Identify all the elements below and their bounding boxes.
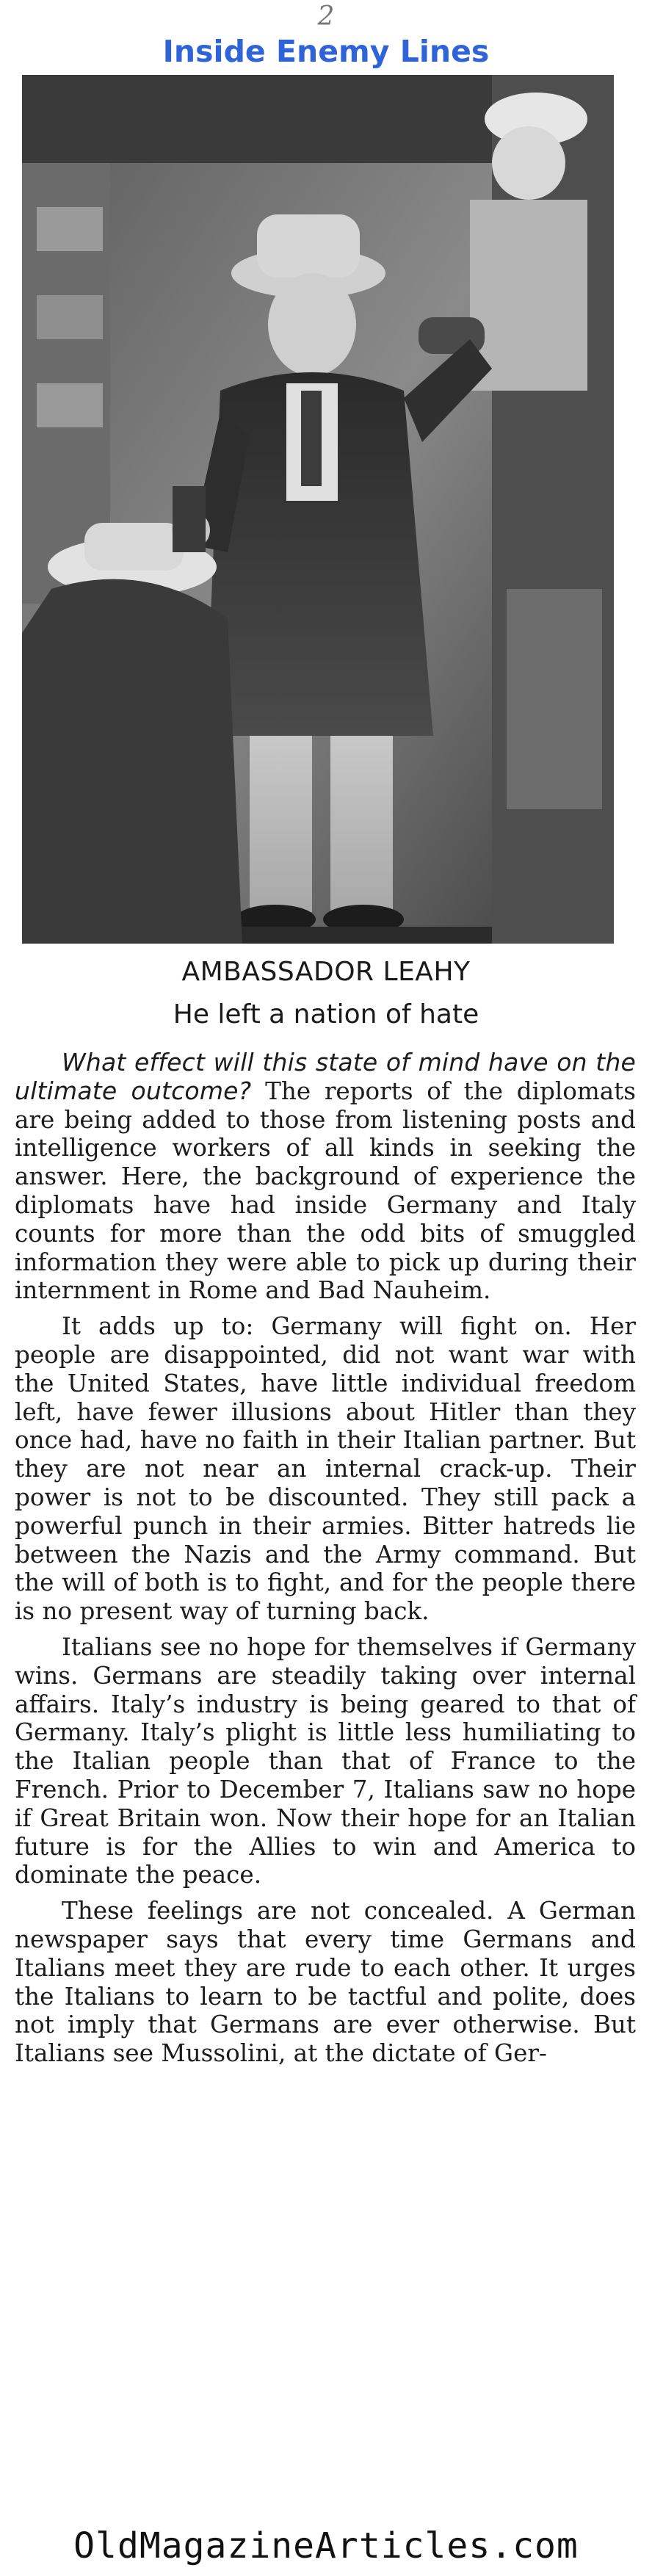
page-number: 2	[317, 1, 335, 32]
photo-icon	[22, 75, 614, 944]
photo-caption-subtitle: He left a nation of hate	[173, 999, 479, 1030]
photo-caption-title: AMBASSADOR LEAHY	[181, 957, 471, 987]
article-lead: What effect will this state of mind have on the ultimate outcome?	[15, 1048, 636, 1105]
ambassador-photo	[22, 75, 614, 944]
article-body	[15, 1049, 636, 2075]
article-paragraph-4: These feelings are not concealed. A German newspaper says that every time Germans and Italians meet they are rude to each other. It urges the Italians to learn to be tactful and polite, does not imply that Germans are ever otherwise. But Italians see Mussolini, at the dictate of Ger-	[15, 1897, 636, 2068]
site-footer: OldMagazineArticles.com	[73, 2525, 579, 2566]
article-paragraph-2: It adds up to: Germany will fight on. Her people are disappointed, did not want war with the United States, have little individual freedom left, have fewer illusions about Hitler than they once had, have no faith in their Italian partner. But they are not near an internal crack-up. Their power is not to be discounted. They still pack a powerful punch in their armies. Bitter hatreds lie between the Nazis and the Army command. But the will of both is to fight, and for the people there is no present way of turning back.	[15, 1312, 636, 1626]
article-paragraph-1-text: The reports of the diplomats are being added to those from listening posts and intelligence workers of all kinds in seeking the answer. Here, the background of experience the diplomats have had inside Germany and Italy counts for more than the odd bits of smuggled information they were able to pick up during their internment in Rome and Bad Nauheim.	[15, 1077, 636, 1305]
article-paragraph-1	[15, 1049, 636, 1305]
page-title: Inside Enemy Lines	[162, 34, 490, 69]
article-paragraph-3: Italians see no hope for themselves if Germany wins. Germans are steadily taking over internal affairs. Italy’s industry is being geared to that of Germany. Italy’s plight is little less humiliating to the Italian people than that of France to the French. Prior to December 7, Italians saw no hope if Great Britain won. Now their hope for an Italian future is for the Allies to win and America to dominate the peace.	[15, 1632, 636, 1889]
